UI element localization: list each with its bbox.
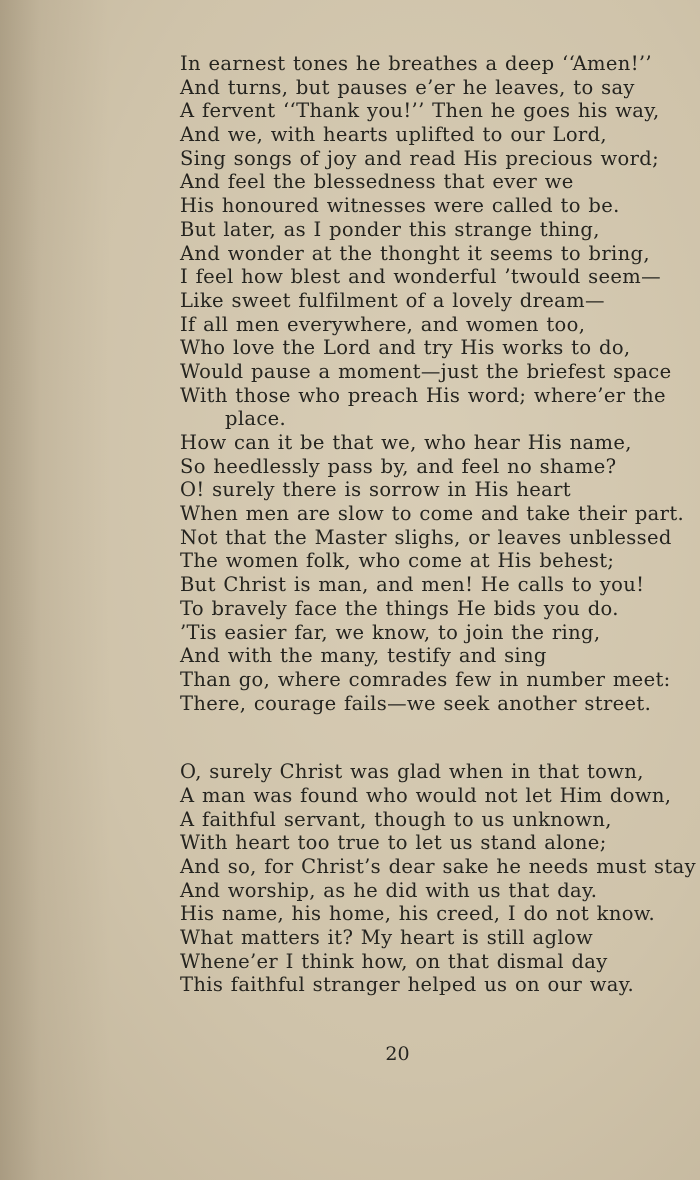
poem-line: This faithful stranger helped us on our way. — [180, 973, 635, 997]
poem-line: To bravely face the things He bids you do. — [180, 596, 619, 620]
poem-line: And worship, as he did with us that day. — [180, 878, 598, 902]
poem-line: Would pause a moment—just the briefest space — [180, 359, 672, 383]
poem-line: I feel how blest and wonderful ’twould seem— — [180, 265, 661, 289]
poem-line-continuation: place. — [225, 407, 287, 431]
poem-line: A man was found who would not let Him down, — [180, 783, 672, 807]
poem-line: Than go, where comrades few in number meet: — [180, 667, 671, 691]
poem-line: How can it be that we, who hear His name, — [180, 431, 632, 454]
poem-line: And feel the blessedness that ever we — [180, 170, 574, 194]
poem-line: A faithful servant, though to us unknown, — [180, 807, 612, 831]
poem-line: His honoured witnesses were called to be. — [180, 194, 620, 218]
stanza-break — [180, 715, 695, 760]
poem-line: Not that the Master slighs, or leaves unblessed — [180, 525, 672, 549]
poem-line: ’Tis easier far, we know, to join the ring, — [180, 620, 601, 644]
poem-text — [180, 52, 695, 997]
stanza-1 — [180, 52, 695, 715]
poem-line: O! surely there is sorrow in His heart — [180, 478, 571, 502]
poem-line: There, courage fails—we seek another street. — [180, 691, 652, 715]
poem-line: Like sweet fulfilment of a lovely dream— — [180, 288, 605, 312]
poem-line: The women folk, who come at His behest; — [180, 549, 615, 573]
poem-line: In earnest tones he breathes a deep ‘‘Amen!’’ — [180, 52, 652, 75]
poem-line: With those who preach His word; where’er the — [180, 383, 666, 407]
poem-line: With heart too true to let us stand alone; — [180, 831, 607, 855]
poem-line: And wonder at the thonght it seems to bring, — [180, 241, 650, 265]
poem-line: But Christ is man, and men! He calls to you! — [180, 573, 645, 597]
poem-line: But later, as I ponder this strange thing, — [180, 217, 600, 241]
poem-line: A fervent ‘‘Thank you!’’ Then he goes his way, — [180, 99, 660, 123]
poem-line: And with the many, testify and sing — [180, 644, 547, 668]
poem-line: What matters it? My heart is still aglow — [180, 926, 594, 950]
poem-line: And turns, but pauses e’er he leaves, to say — [180, 75, 635, 99]
stanza-2 — [180, 760, 695, 997]
page-number: 20 — [385, 1043, 410, 1065]
poem-line: Whene’er I think how, on that dismal day — [180, 949, 608, 973]
poem-line: His name, his home, his creed, I do not know. — [180, 902, 656, 926]
poem-line: And so, for Christ’s dear sake he needs must stay — [180, 855, 696, 878]
poem-line: O, surely Christ was glad when in that town, — [180, 760, 644, 784]
poem-line: When men are slow to come and take their part. — [180, 502, 685, 526]
poem-line: Who love the Lord and try His works to do, — [180, 336, 631, 360]
poem-line: Sing songs of joy and read His precious word; — [180, 146, 660, 170]
poem-line: And we, with hearts uplifted to our Lord, — [180, 123, 607, 147]
poem-line: If all men everywhere, and women too, — [180, 312, 586, 336]
poem-line: So heedlessly pass by, and feel no shame? — [180, 454, 617, 478]
